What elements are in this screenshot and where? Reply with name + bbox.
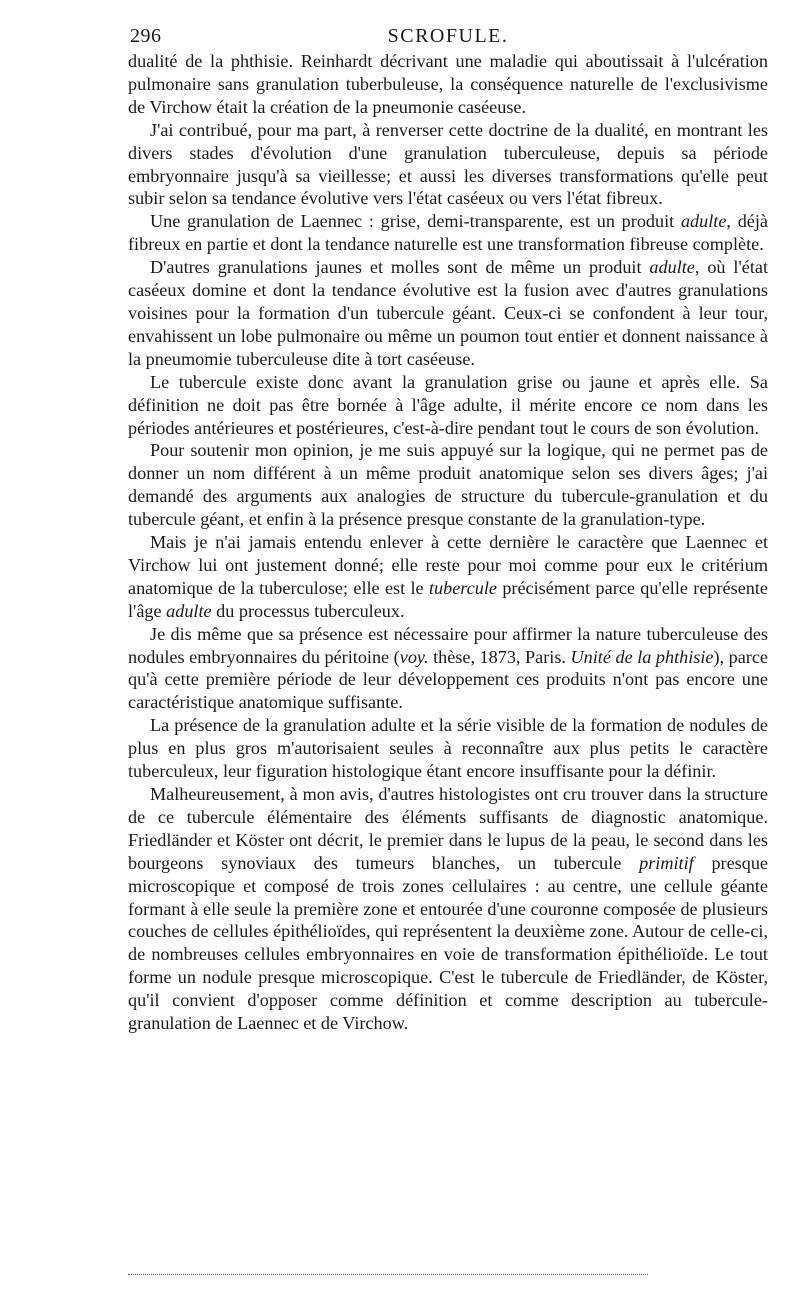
italic-text: voy. xyxy=(399,646,429,667)
page-header xyxy=(128,22,768,50)
text-run: dualité de la phthisie. Reinhardt décrivant une maladie qui aboutissait à l'ulcération pulmonaire sans granulation tuberbuleuse, la conséquence naturelle de l'exclusivisme de Virchow était la création de la pneumonie caséeuse. xyxy=(128,51,768,117)
paragraph xyxy=(128,439,768,531)
text-run: Mais je n'ai jamais entendu enlever à cette dernière le caractère que Laennec et Virchow lui ont justement donné; elle reste pour moi comme pour eux le critérium anatomique de la tuberculose; elle est le xyxy=(128,532,768,598)
paragraph xyxy=(128,50,768,119)
text-run: La présence de la granulation adulte et la série visible de la formation de nodules de plus en plus gros m'autorisaient seules à reconnaître aux plus petits le caractère tuberculeux, leur figuration histologique étant encore insuffisante pour la définir. xyxy=(128,715,768,782)
italic-text: primitif xyxy=(639,852,694,873)
text-run: thèse, 1873, Paris. xyxy=(428,646,571,667)
paragraph xyxy=(128,531,768,623)
paragraph xyxy=(128,210,768,256)
paragraph xyxy=(128,623,768,715)
text-run: , où l'état caséeux domine et dont la tendance évolutive est la fusion avec d'autres granulations voisines pour la formation d'un tubercule géant. Ceux-ci se confondent à leur tour, envahissent un lobe pulmonaire ou même un poumon tout entier et donnent naissance à la pneumomie tuberculeuse dite à tort caséeuse. xyxy=(128,257,768,369)
text-run: du processus tuberculeux. xyxy=(211,600,405,621)
italic-text: adulte xyxy=(649,257,695,278)
text-run: Une granulation de Laennec : grise, demi-transparente, est un produit xyxy=(150,211,681,232)
italic-text: adulte xyxy=(680,211,727,232)
text-run: D'autres granulations jaunes et molles sont de même un produit xyxy=(150,257,650,278)
italic-text: Unité de la phthisie xyxy=(570,646,714,667)
italic-text: tubercule xyxy=(428,577,497,598)
paragraph xyxy=(128,256,768,371)
running-title: SCROFULE. xyxy=(387,25,509,47)
text-run: Le tubercule existe donc avant la granulation grise ou jaune et après elle. Sa définition ne doit pas être bornée à l'âge adulte, il mérite encore ce nom dans les périodes antérieures et postérieures, c'est-à-dire pendant tout le cours de son évolution. xyxy=(128,371,768,438)
text-run: ), parce qu'à cette première période de leur développement ces produits n'ont pas encore une caractéristique anatomique suffisante. xyxy=(128,646,769,713)
paragraph xyxy=(128,371,768,440)
text-run: J'ai contribué, pour ma part, à renverser cette doctrine de la dualité, en montrant les divers stades d'évolution d'une granulation tuberculeuse, depuis sa période embryonnaire jusqu'à sa vieillesse; et aussi les diverses transformations qu'elle peut subir selon sa tendance évolutive vers l'état caséeux ou vers l'état fibreux. xyxy=(128,119,768,209)
text-run: Je dis même que sa présence est nécessaire pour affirmer la nature tuberculeuse des nodules embryonnaires du péritoine ( xyxy=(128,623,768,667)
body-text xyxy=(128,50,768,1035)
paragraph xyxy=(128,783,768,1035)
text-run: Pour soutenir mon opinion, je me suis appuyé sur la logique, qui ne permet pas de donner un nom différent à un même produit anatomique selon ses divers âges; j'ai demandé des arguments aux analogies de structure du tubercule-granulation et du tubercule géant, et enfin à la présence presque constante de la granulation-type. xyxy=(128,440,768,530)
text-run: , déjà fibreux en partie et dont la tendance naturelle est une transformation fibreuse complète. xyxy=(128,211,768,255)
italic-text: adulte xyxy=(166,600,212,621)
text-run: précisément parce qu'elle représente l'âge xyxy=(128,577,769,621)
paragraph xyxy=(128,714,768,783)
footer-rule xyxy=(128,1274,648,1275)
document-page xyxy=(128,22,768,1035)
text-run: Malheureusement, à mon avis, d'autres histologistes ont cru trouver dans la structure de ce tubercule élémentaire des éléments suffisants de diagnostic anatomique. Friedländer et Köster ont décrit, le premier dans le lupus de la peau, le second dans les bourgeons synoviaux des tumeurs blanches, un tubercule xyxy=(128,784,768,873)
page-number: 296 xyxy=(130,25,162,47)
text-run: presque microscopique et composé de trois zones cellulaires : au centre, une cellule géante formant à elle seule la première zone et entourée d'une couronne composée de plusieurs couches de cellules épithélioïdes, qui représentent la deuxième zone. Autour de celle-ci, de nombreuses cellules embryonnaires en voie de transformation épithélioïde. Le tout forme un nodule presque microscopique. C'est le tubercule de Friedländer, de Köster, qu'il convient d'opposer comme définition et comme description au tubercule-granulation de Laennec et de Virchow. xyxy=(128,852,769,1034)
paragraph xyxy=(128,119,768,211)
